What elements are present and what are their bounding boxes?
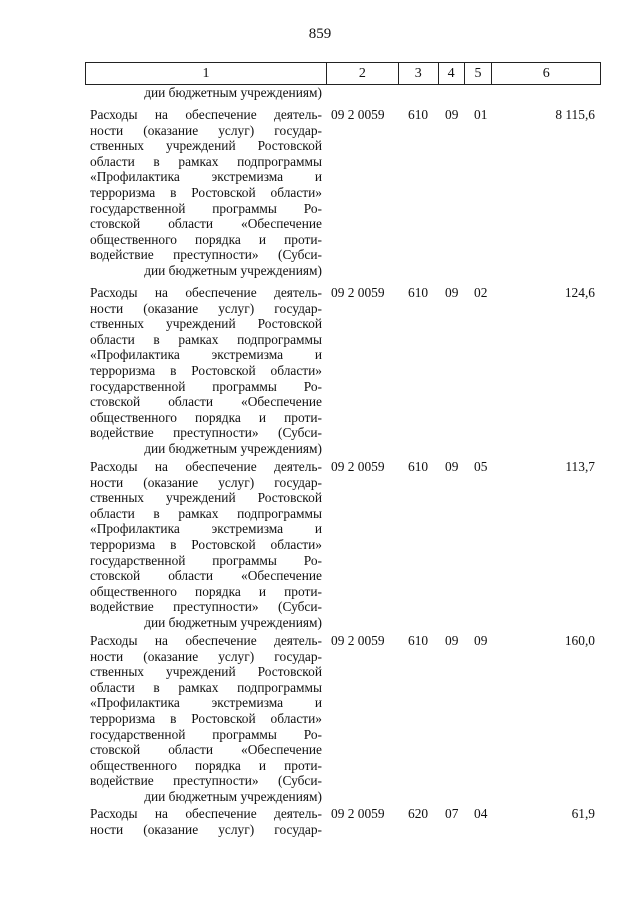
description-line: государственной программы Ро- [90,200,322,216]
expense-type-code: 610 [408,285,429,300]
target-article-code: 09 2 0059 [331,285,385,300]
description-line: стовской области «Обеспечение [90,742,322,758]
description-line: Расходы на обеспечение деятель- [90,107,322,122]
description-line: области в рамках подпрограммы [90,331,322,347]
description-line: дии бюджетным учреждениям) [144,440,322,456]
section-code: 09 [445,285,459,300]
description-line: государственной программы Ро- [90,378,322,394]
expense-type-code: 620 [408,806,429,821]
row-description [90,459,322,631]
description-line: государственной программы Ро- [90,552,322,568]
description-line: Расходы на обеспечение деятель- [90,285,322,300]
subsection-code: 01 [474,107,488,122]
description-line: «Профилактика экстремизма и [90,169,322,185]
row-description [90,633,322,805]
description-line: дии бюджетным учреждениям) [144,614,322,630]
description-line: «Профилактика экстремизма и [90,521,322,537]
description-line: Расходы на обеспечение деятель- [90,633,322,648]
table-header [85,62,601,85]
column-header-3: 3 [399,63,439,84]
description-line: общественного порядка и проти- [90,231,322,247]
continued-text-fragment: дии бюджетным учреждениям) [144,85,322,100]
amount-value: 8 115,6 [555,107,595,122]
description-line: терроризма в Ростовской области» [90,536,322,552]
description-line: терроризма в Ростовской области» [90,710,322,726]
description-line: терроризма в Ростовской области» [90,184,322,200]
row-description [90,285,322,457]
page-number: 859 [308,26,332,42]
description-line: стовской области «Обеспечение [90,394,322,410]
section-code: 07 [445,806,459,821]
subsection-code: 09 [474,633,488,648]
description-line: общественного порядка и проти- [90,583,322,599]
description-line: Расходы на обеспечение деятель- [90,806,322,821]
amount-value: 124,6 [564,285,595,300]
target-article-code: 09 2 0059 [331,459,385,474]
description-line: области в рамках подпрограммы [90,679,322,695]
column-header-4: 4 [439,63,465,84]
description-line: Расходы на обеспечение деятель- [90,459,322,474]
row-description [90,806,322,837]
subsection-code: 05 [474,459,488,474]
description-line: ственных учреждений Ростовской [90,664,322,680]
expense-type-code: 610 [408,459,429,474]
description-line: общественного порядка и проти- [90,757,322,773]
target-article-code: 09 2 0059 [331,806,385,821]
description-line: ности (оказание услуг) государ- [90,648,322,664]
amount-value: 61,9 [571,806,595,821]
description-line: области в рамках подпрограммы [90,153,322,169]
column-header-1: 1 [86,63,327,84]
target-article-code: 09 2 0059 [331,633,385,648]
row-description [90,107,322,279]
description-line: ственных учреждений Ростовской [90,316,322,332]
description-line: ности (оказание услуг) государ- [90,122,322,138]
section-code: 09 [445,107,459,122]
description-line: ности (оказание услуг) государ- [90,821,322,837]
description-line: ности (оказание услуг) государ- [90,474,322,490]
subsection-code: 04 [474,806,488,821]
description-line: стовской области «Обеспечение [90,568,322,584]
description-line: ности (оказание услуг) государ- [90,300,322,316]
description-line: «Профилактика экстремизма и [90,347,322,363]
description-line: «Профилактика экстремизма и [90,695,322,711]
column-header-2: 2 [327,63,399,84]
description-line: дии бюджетным учреждениям) [144,262,322,278]
description-line: водействие преступности» (Субси- [90,425,322,441]
description-line: стовской области «Обеспечение [90,216,322,232]
subsection-code: 02 [474,285,488,300]
description-line: водействие преступности» (Субси- [90,773,322,789]
description-line: водействие преступности» (Субси- [90,599,322,615]
target-article-code: 09 2 0059 [331,107,385,122]
description-line: области в рамках подпрограммы [90,505,322,521]
expense-type-code: 610 [408,107,429,122]
description-line: водействие преступности» (Субси- [90,247,322,263]
description-line: ственных учреждений Ростовской [90,138,322,154]
amount-value: 160,0 [564,633,595,648]
description-line: ственных учреждений Ростовской [90,490,322,506]
section-code: 09 [445,633,459,648]
column-header-6: 6 [542,66,550,81]
description-line: государственной программы Ро- [90,726,322,742]
section-code: 09 [445,459,459,474]
expense-type-code: 610 [408,633,429,648]
description-line: общественного порядка и проти- [90,409,322,425]
description-line: терроризма в Ростовской области» [90,362,322,378]
column-header-5: 5 [465,63,493,84]
description-line: дии бюджетным учреждениям) [144,788,322,804]
amount-value: 113,7 [565,459,595,474]
